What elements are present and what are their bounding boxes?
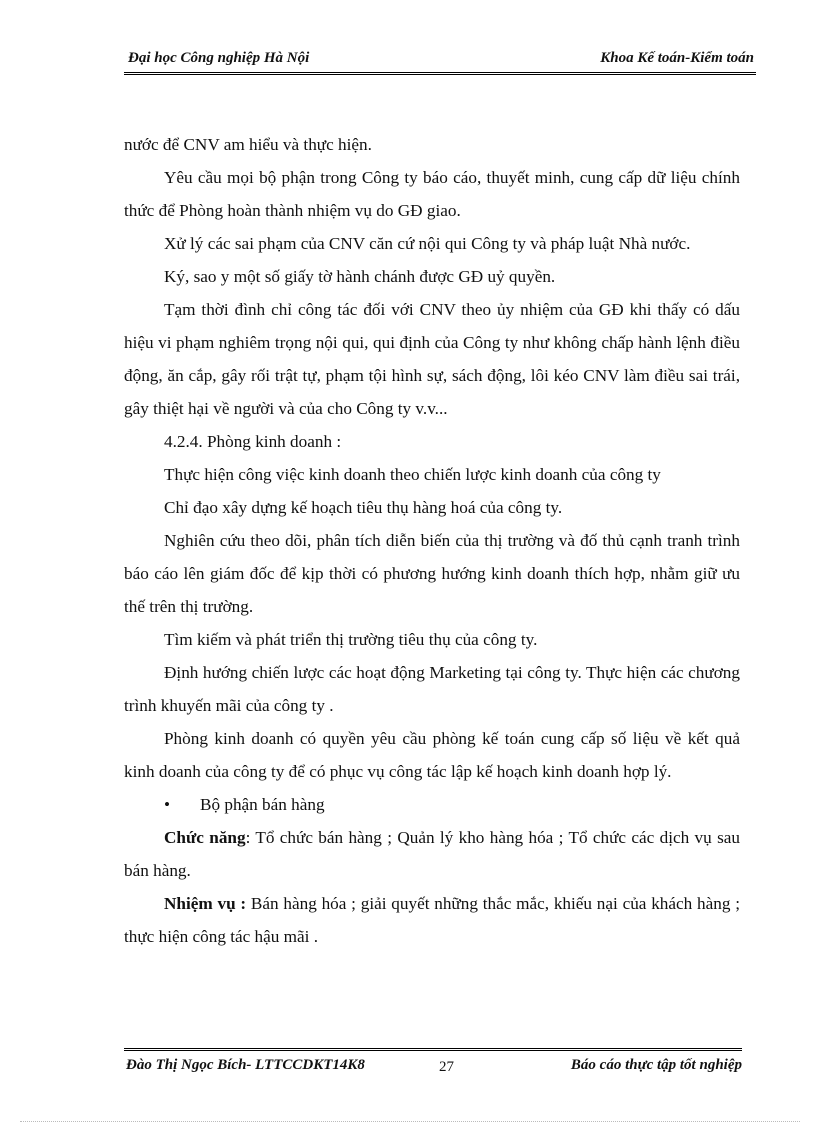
header-faculty: Khoa Kế toán-Kiểm toán	[600, 50, 754, 66]
function-label: Chức năng	[164, 828, 246, 847]
paragraph-10: Tìm kiếm và phát triển thị trường tiêu thụ của công ty.	[164, 630, 538, 649]
footer-author: Đào Thị Ngọc Bích- LTTCCDKT14K8	[126, 1057, 365, 1073]
paragraph-3: Xử lý các sai phạm của CNV căn cứ nội qui Công ty và pháp luật Nhà nước.	[164, 234, 691, 253]
duty-label: Nhiệm vụ :	[164, 894, 247, 913]
page-header	[124, 48, 756, 75]
paragraph-4: Ký, sao y một số giấy tờ hành chánh được GĐ uỷ quyền.	[164, 267, 556, 286]
page-footer	[124, 1048, 742, 1077]
bullet-item	[124, 788, 740, 821]
page-edge-divider	[20, 1121, 800, 1122]
footer-report-title: Báo cáo thực tập tốt nghiệp	[570, 1057, 742, 1073]
paragraph-11: Định hướng chiến lược các hoạt động Marketing tại công ty. Thực hiện các chương trình khuyến mãi của công ty .	[124, 663, 740, 715]
paragraph-7: Thực hiện công việc kinh doanh theo chiến lược kinh doanh của công ty	[164, 465, 661, 484]
paragraph-8: Chỉ đạo xây dựng kế hoạch tiêu thụ hàng hoá của công ty.	[164, 498, 563, 517]
page-number: 27	[439, 1059, 454, 1075]
section-heading: 4.2.4. Phòng kinh doanh :	[164, 432, 342, 451]
paragraph-1: nước để CNV am hiểu và thực hiện.	[124, 135, 372, 154]
paragraph-2: Yêu cầu mọi bộ phận trong Công ty báo cáo, thuyết minh, cung cấp dữ liệu chính thức để Phòng hoàn thành nhiệm vụ do GĐ giao.	[124, 168, 740, 220]
page-body	[124, 128, 740, 953]
paragraph-5: Tạm thời đình chỉ công tác đối với CNV theo ủy nhiệm của GĐ khi thấy có dấu hiệu vi phạm nghiêm trọng nội qui, qui định của Công ty như không chấp hành lệnh điều động, ăn cắp, gây rối trật tự, phạm tội hình sự, sách động, lôi kéo CNV làm điều sai trái, gây thiệt hại về người và của cho Công ty v.v...	[124, 300, 740, 418]
duty-paragraph	[124, 887, 740, 953]
paragraph-12: Phòng kinh doanh có quyền yêu cầu phòng kế toán cung cấp số liệu về kết quả kinh doanh của công ty để có phục vụ công tác lập kế hoạch kinh doanh hợp lý.	[124, 729, 740, 781]
bullet-text: Bộ phận bán hàng	[200, 795, 325, 814]
bullet-symbol: •	[164, 795, 171, 814]
paragraph-9: Nghiên cứu theo dõi, phân tích diễn biến của thị trường và đố thủ cạnh tranh trình báo cáo lên giám đốc để kịp thời có phương hướng kinh doanh thích hợp, nhằm giữ ưu thế trên thị trường.	[124, 531, 740, 616]
duty-text: Bán hàng hóa ; giải quyết những thắc mắc, khiếu nại của khách hàng ; thực hiện công tác hậu mãi .	[124, 894, 740, 946]
function-text: : Tổ chức bán hàng ; Quản lý kho hàng hóa ; Tổ chức các dịch vụ sau bán hàng.	[124, 828, 740, 880]
header-university: Đại học Công nghiệp Hà Nội	[128, 50, 310, 66]
function-paragraph	[124, 821, 740, 887]
